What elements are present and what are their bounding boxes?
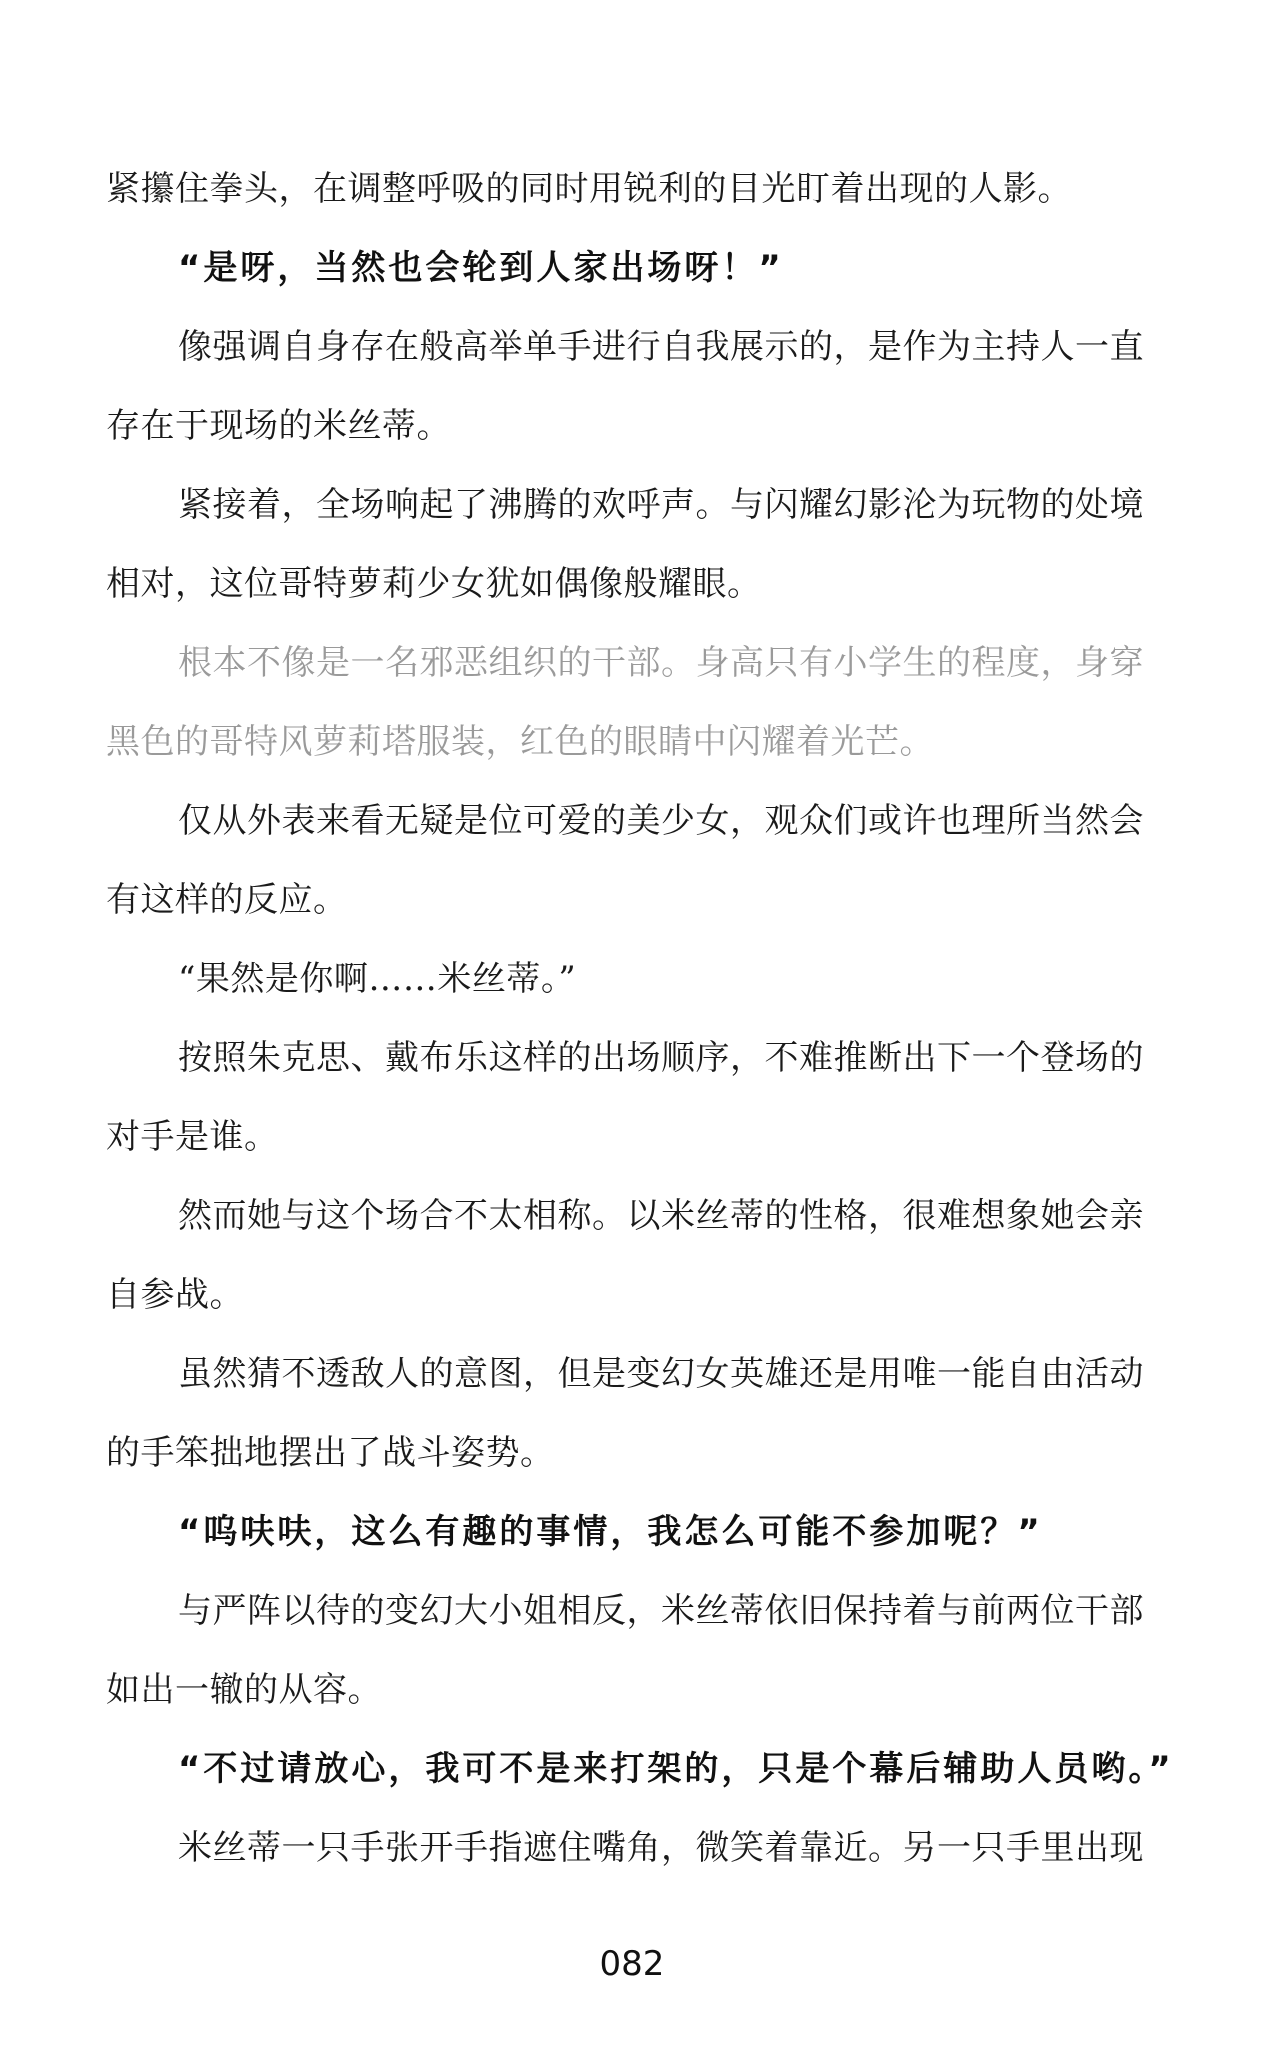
text-line: 的手笨拙地摆出了战斗姿势。 <box>106 1433 555 1473</box>
text-line: 按照朱克思、戴布乐这样的出场顺序，不难推断出下一个登场的 <box>178 1038 1144 1078</box>
text-line: 对手是谁。 <box>106 1117 279 1157</box>
text-line: 有这样的反应。 <box>106 880 348 920</box>
dialogue-line: “果然是你啊……米丝蒂。” <box>178 959 577 999</box>
text-line: 存在于现场的米丝蒂。 <box>106 406 451 446</box>
faded-text-line: 黑色的哥特风萝莉塔服装，红色的眼睛中闪耀着光芒。 <box>106 722 934 762</box>
dialogue-line: “呜呋呋，这么有趣的事情，我怎么可能不参加呢？” <box>178 1512 1043 1552</box>
page-number: 082 <box>599 1944 665 1984</box>
dialogue-line: “是呀，当然也会轮到人家出场呀！” <box>178 248 784 288</box>
text-line: 相对，这位哥特萝莉少女犹如偶像般耀眼。 <box>106 564 762 604</box>
text-line: 然而她与这个场合不太相称。以米丝蒂的性格，很难想象她会亲 <box>178 1196 1144 1236</box>
text-line: 紧接着，全场响起了沸腾的欢呼声。与闪耀幻影沦为玩物的处境 <box>178 485 1144 525</box>
text-line: 紧攥住拳头，在调整呼吸的同时用锐利的目光盯着出现的人影。 <box>106 169 1072 209</box>
text-line: 仅从外表来看无疑是位可爱的美少女，观众们或许也理所当然会 <box>178 801 1144 841</box>
text-line: 与严阵以待的变幻大小姐相反，米丝蒂依旧保持着与前两位干部 <box>178 1591 1144 1631</box>
dialogue-line: “不过请放心，我可不是来打架的，只是个幕后辅助人员哟。” <box>178 1749 1174 1789</box>
text-line: 自参战。 <box>106 1275 244 1315</box>
text-line: 虽然猜不透敌人的意图，但是变幻女英雄还是用唯一能自由活动 <box>178 1354 1144 1394</box>
text-line: 像强调自身存在般高举单手进行自我展示的，是作为主持人一直 <box>178 327 1144 367</box>
faded-text-line: 根本不像是一名邪恶组织的干部。身高只有小学生的程度，身穿 <box>178 643 1144 683</box>
body-text <box>106 150 1174 1888</box>
text-line: 米丝蒂一只手张开手指遮住嘴角，微笑着靠近。另一只手里出现 <box>178 1828 1144 1868</box>
text-line: 如出一辙的从容。 <box>106 1670 382 1710</box>
